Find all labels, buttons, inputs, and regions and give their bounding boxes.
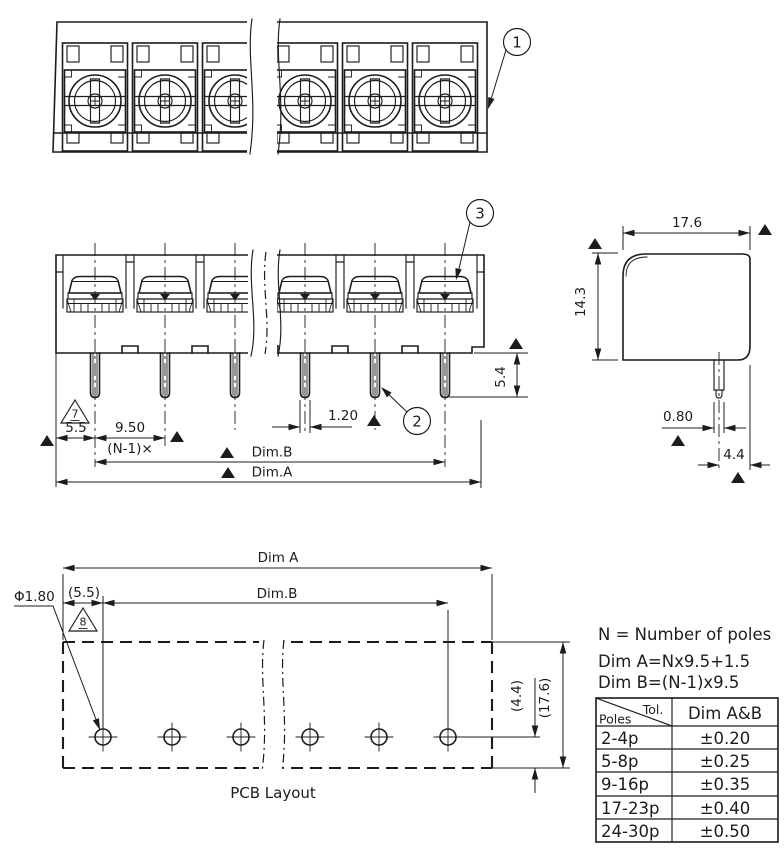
- dim-n-minus-1: (N-1)×: [107, 441, 153, 457]
- table-cell-poles: 2-4p: [601, 729, 639, 748]
- table-cell-poles: 17-23p: [601, 799, 660, 818]
- dim-0-80: 0.80: [662, 409, 694, 425]
- table-cell-poles: 5-8p: [601, 752, 639, 771]
- dim-1-20: 1.20: [327, 408, 359, 424]
- dim-9-50: 9.50: [114, 420, 146, 436]
- note-8: 8: [79, 615, 87, 629]
- callout-3: [453, 200, 494, 281]
- table-row: [601, 799, 750, 818]
- table-cell-tol: ±0.35: [699, 775, 751, 794]
- formula-dim-b: Dim B=(N-1)x9.5: [598, 673, 740, 692]
- callout-1: [485, 29, 531, 110]
- table-cell-tol: ±0.40: [699, 799, 751, 818]
- pcb-dim-5-5: (5.5): [67, 585, 101, 601]
- callout-2: [379, 385, 431, 435]
- dim-5-4: 5.4: [493, 366, 509, 388]
- table-header-tol: Tol.: [642, 702, 664, 717]
- table-header-poles: Poles: [599, 711, 632, 727]
- table-cell-tol: ±0.20: [699, 729, 751, 748]
- pcb-layout-view: [14, 550, 570, 802]
- table-row: [601, 775, 750, 794]
- pcb-dim-4-4: (4.4): [509, 679, 525, 713]
- tolerance-table: [596, 698, 778, 842]
- dim-a: Dim.A: [251, 464, 293, 481]
- callout-3-number: 3: [475, 204, 485, 223]
- formulas-block: [598, 625, 771, 692]
- dim-14-3: 14.3: [573, 286, 589, 318]
- formula-n: N = Number of poles: [598, 625, 772, 644]
- pcb-dim-b: Dim.B: [256, 586, 298, 602]
- formula-dim-a: Dim A=Nx9.5+1.5: [598, 652, 751, 671]
- dim-17-6: 17.6: [671, 215, 703, 231]
- callout-1-number: 1: [512, 33, 522, 52]
- pad-diameter-label: Φ1.80: [14, 589, 55, 605]
- table-cell-tol: ±0.25: [699, 752, 751, 771]
- dim-5-5: 5.5: [65, 420, 87, 436]
- break-gap: [259, 636, 283, 776]
- table-row: [601, 822, 750, 841]
- table-cell-poles: 9-16p: [601, 775, 649, 794]
- dim-b: Dim.B: [251, 444, 293, 461]
- front-dimensions: [40, 338, 528, 488]
- table-cell-poles: 24-30p: [601, 822, 660, 841]
- table-row: [601, 752, 750, 771]
- dim-4-4: 4.4: [723, 447, 745, 463]
- pcb-dim-17-6: (17.6): [537, 677, 553, 719]
- table-cell-tol: ±0.50: [699, 822, 751, 841]
- top-view: [53, 16, 487, 157]
- pcb-dim-a: Dim A: [257, 550, 299, 566]
- table-row: [601, 729, 750, 748]
- pcb-caption: PCB Layout: [230, 784, 316, 802]
- table-header-dim-ab: Dim A&B: [687, 704, 763, 723]
- side-view: [573, 215, 772, 483]
- note-7: 7: [71, 407, 79, 421]
- callout-2-number: 2: [412, 412, 422, 431]
